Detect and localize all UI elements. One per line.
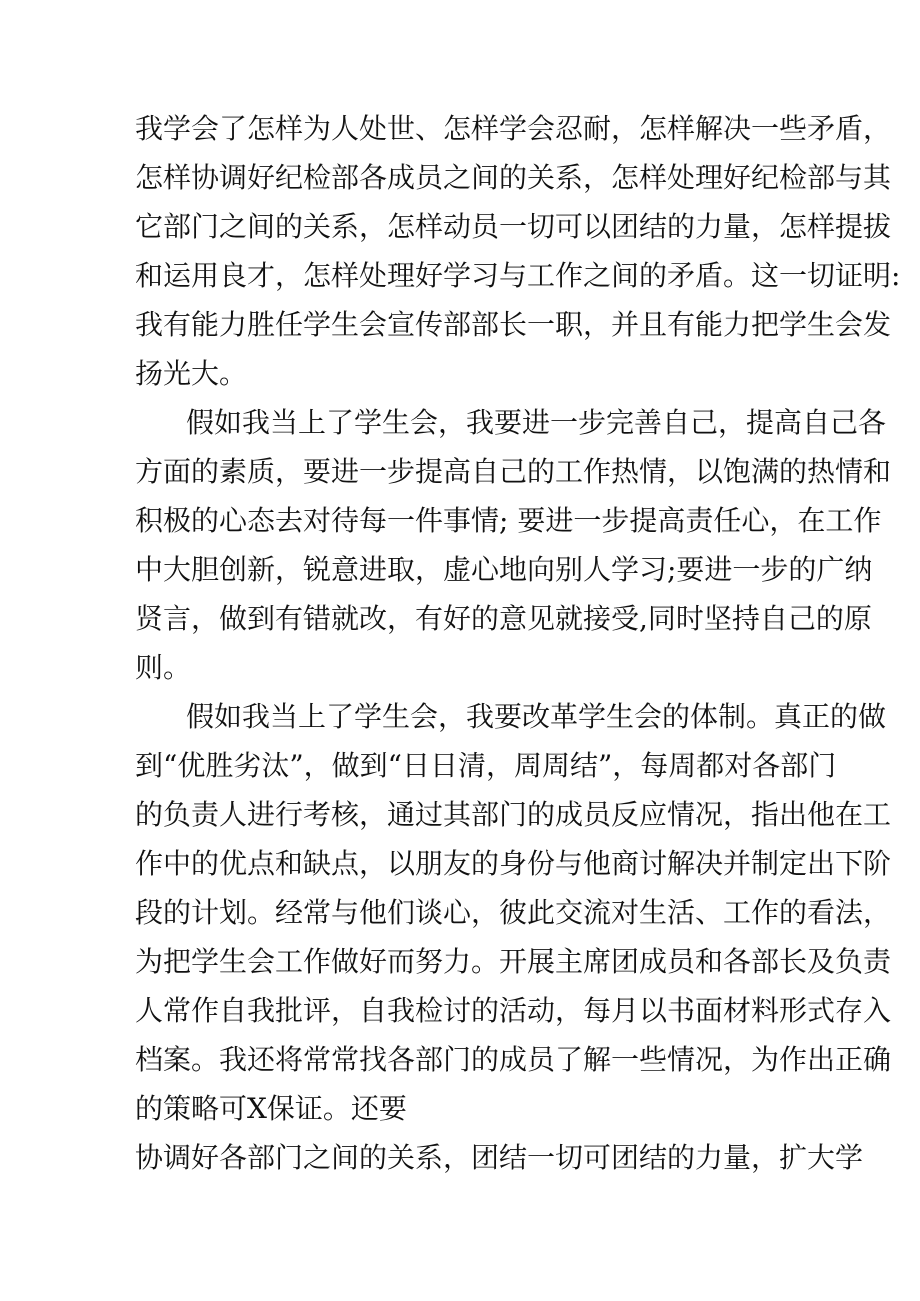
text-line: 和运用良才，怎样处理好学习与工作之间的矛盾。这一切证明: [135,259,901,292]
text-line: 到“优胜劣汰”，做到“日日清，周周结”，每周都对各部门 [135,749,837,782]
text-line: 作中的优点和缺点，以朋友的身份与他商讨解决并制定出下阶 [135,847,892,880]
text-line: 的策略可X保证。还要 [135,1092,407,1125]
text-line: 我有能力胜任学生会宣传部部长一职，并且有能力把学生会发 [135,308,892,341]
text-line: 的负责人进行考核，通过其部门的成员反应情况，指出他在工 [135,798,892,831]
text-line: 扬光大。 [135,357,248,390]
text-line: 贤言，做到有错就改，有好的意见就接受,同时坚持自己的原 [135,602,872,635]
text-line: 积极的心态去对待每一件事情; 要进一步提高责任心，在工作 [135,504,882,537]
text-line: 协调好各部门之间的关系，团结一切可团结的力量，扩大学 [135,1141,864,1174]
text-line: 档案。我还将常常找各部门的成员了解一些情况，为作出正确 [135,1043,892,1076]
text-line: 中大胆创新，锐意进取，虚心地向别人学习;要进一步的广纳 [135,553,873,586]
text-line: 段的计划。经常与他们谈心，彼此交流对生活、工作的看法， [135,896,892,929]
text-line: 方面的素质，要进一步提高自己的工作热情，以饱满的热情和 [135,455,892,488]
paragraph-first-line: 假如我当上了学生会，我要进一步完善自己，提高自己各 [186,406,887,439]
text-line: 怎样协调好纪检部各成员之间的关系，怎样处理好纪检部与其 [135,161,892,194]
text-line: 为把学生会工作做好而努力。开展主席团成员和各部长及负责 [135,945,892,978]
paragraph-first-line: 假如我当上了学生会，我要改革学生会的体制。真正的做 [186,700,887,733]
text-line: 人常作自我批评，自我检讨的活动，每月以书面材料形式存入 [135,994,892,1027]
text-line: 我学会了怎样为人处世、怎样学会忍耐，怎样解决一些矛盾， [135,112,892,145]
text-line: 它部门之间的关系，怎样动员一切可以团结的力量，怎样提拔 [135,210,892,243]
text-line: 则。 [135,651,192,684]
